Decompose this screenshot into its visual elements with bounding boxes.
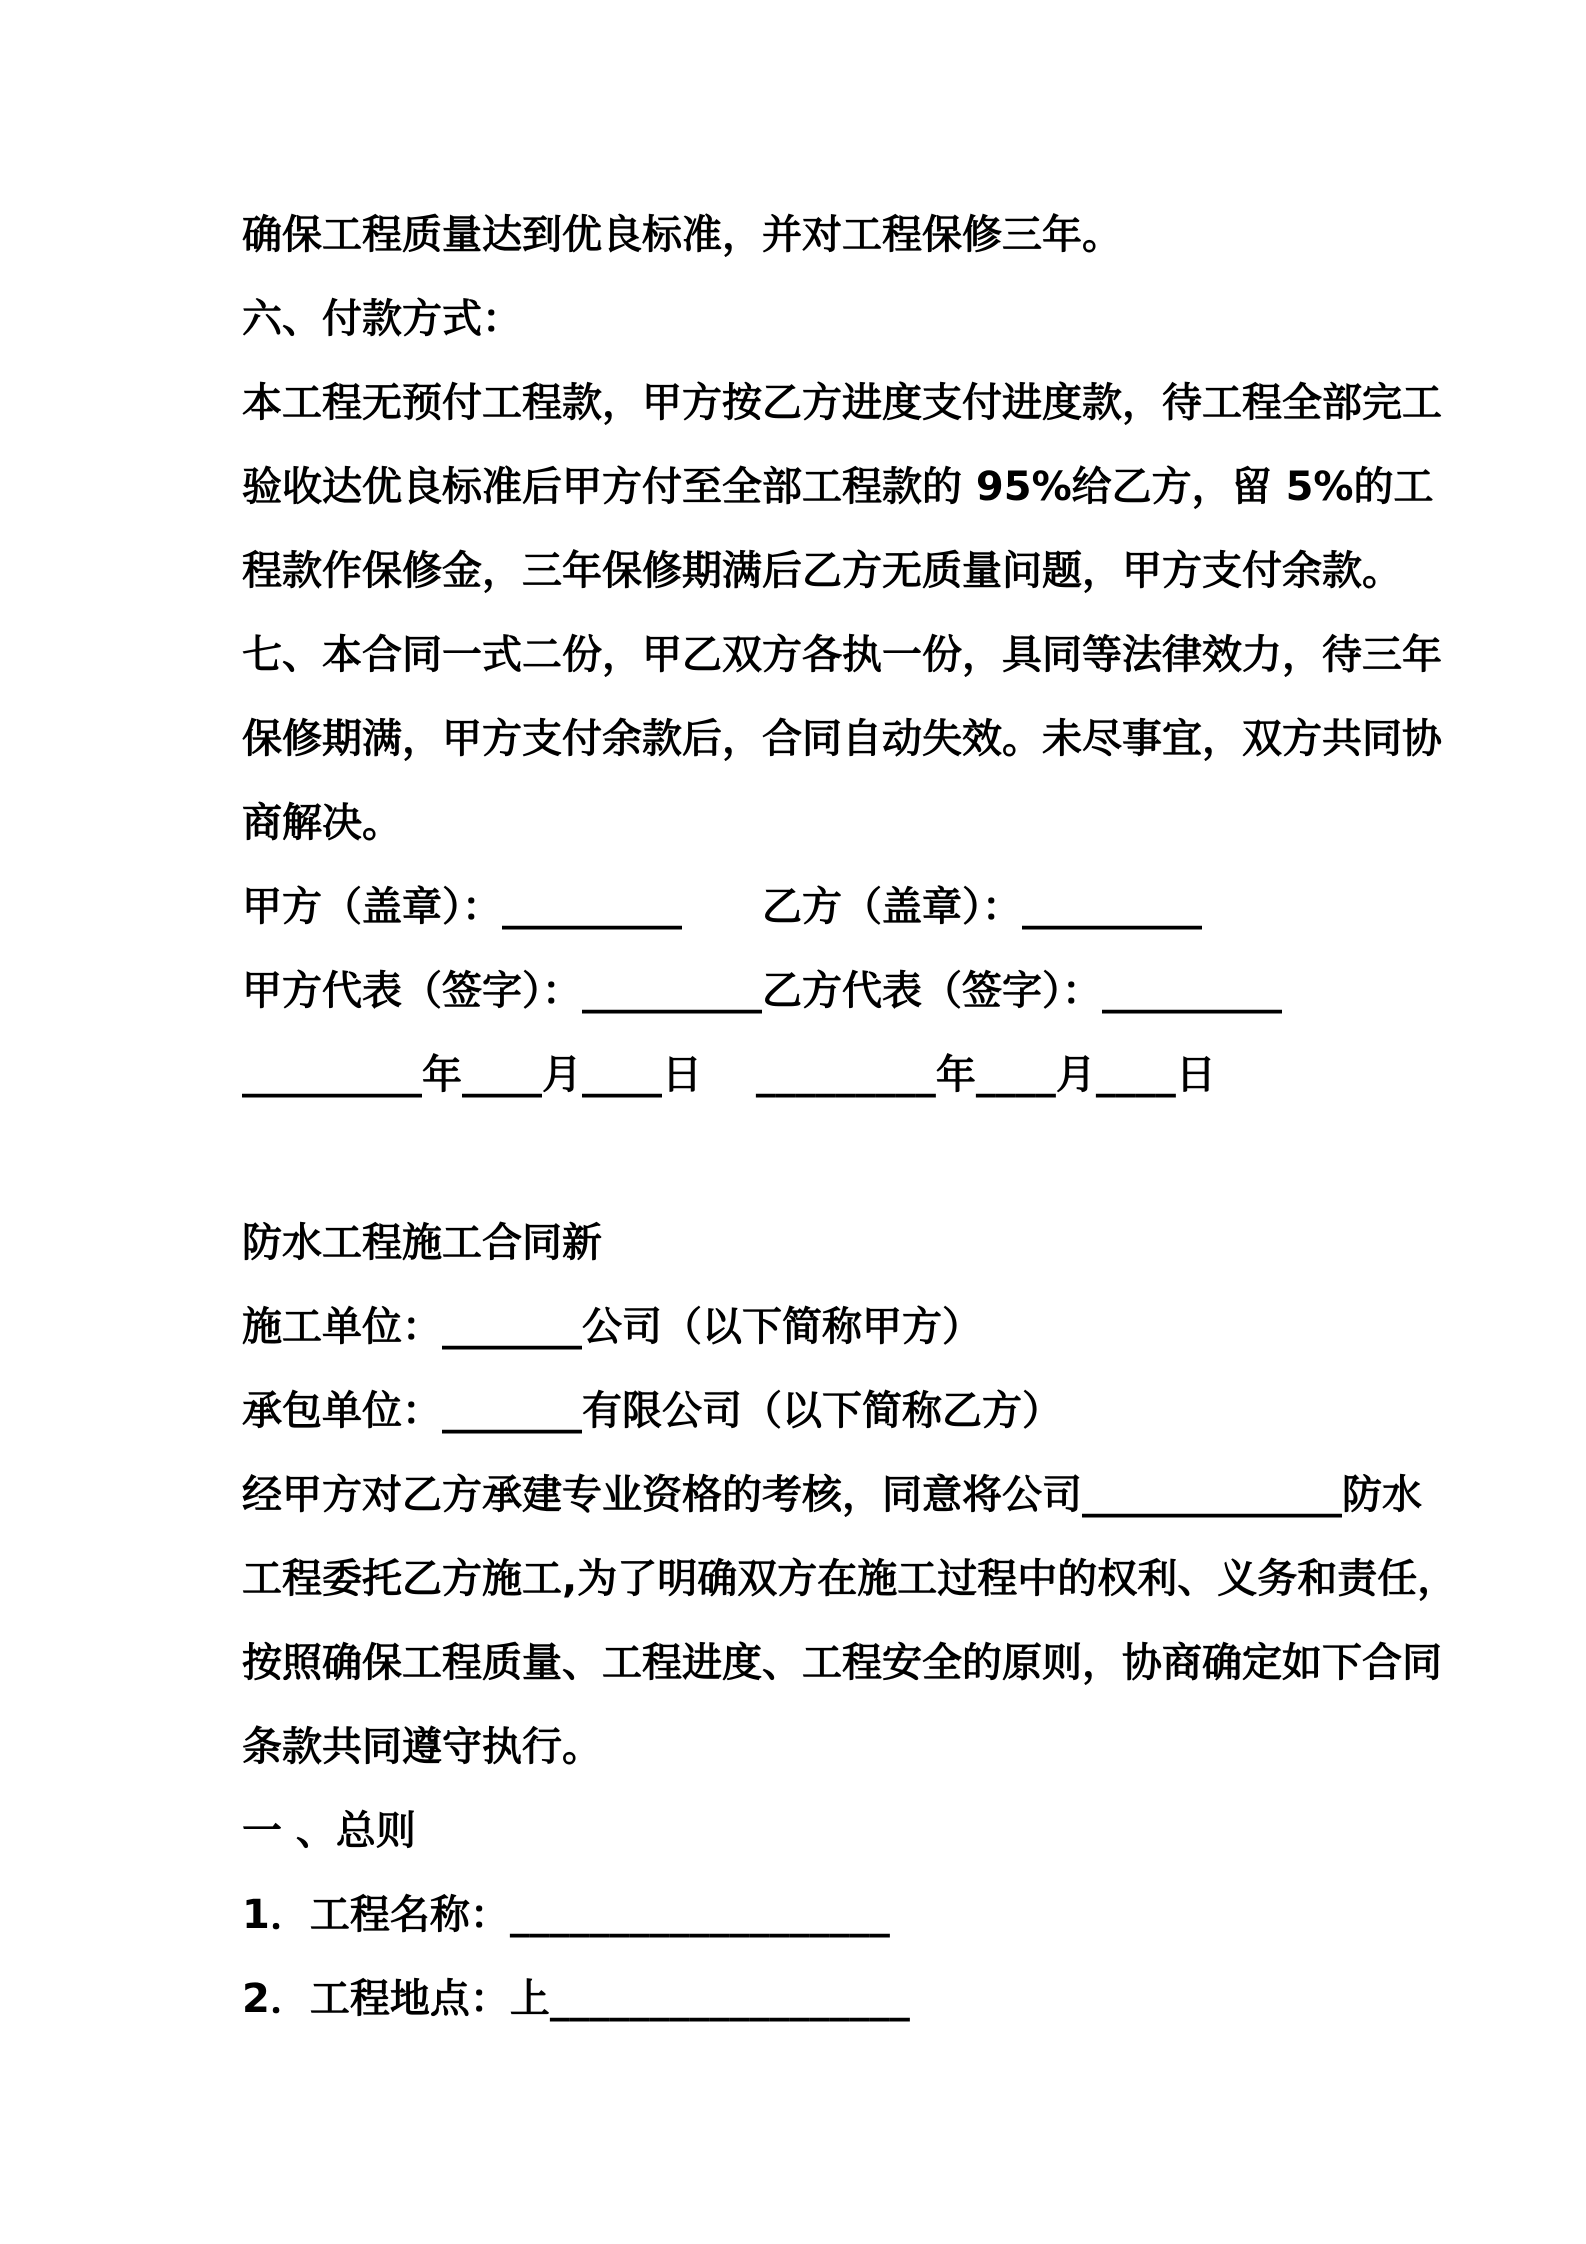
document-title: 防水工程施工合同新 (242, 1220, 602, 1266)
text-line: 保修期满，甲方支付余款后，合同自动失效。未尽事宜，双方共同协 (242, 716, 1442, 762)
text-line: 甲方代表（签字）：_________乙方代表（签字）：_________ (242, 968, 1282, 1014)
text-line: 六、付款方式： (242, 296, 522, 342)
text-line: 经甲方对乙方承建专业资格的考核，同意将公司_____________防水 (242, 1472, 1422, 1518)
text-line: 承包单位：_______有限公司（以下简称乙方） (242, 1388, 1062, 1434)
text-line: _________年____月____日 _________年____月____日 (242, 1052, 1216, 1098)
text-line: 一 、总则 (242, 1808, 416, 1854)
text-line: 工程委托乙方施工,为了明确双方在施工过程中的权利、义务和责任， (242, 1556, 1458, 1602)
text-line: 确保工程质量达到优良标准，并对工程保修三年。 (242, 212, 1122, 258)
text-line: 程款作保修金，三年保修期满后乙方无质量问题，甲方支付余款。 (242, 548, 1402, 594)
text-line: 按照确保工程质量、工程进度、工程安全的原则，协商确定如下合同 (242, 1640, 1442, 1686)
text-line: 2．工程地点：上__________________ (242, 1976, 910, 2022)
text-line: 条款共同遵守执行。 (242, 1724, 602, 1770)
text-line: 七、本合同一式二份，甲乙双方各执一份，具同等法律效力，待三年 (242, 632, 1442, 678)
text-line: 本工程无预付工程款，甲方按乙方进度支付进度款，待工程全部完工 (242, 380, 1442, 426)
document-body (242, 193, 1546, 2041)
text-line: 验收达优良标准后甲方付至全部工程款的 95%给乙方，留 5%的工 (242, 464, 1434, 510)
text-line: 商解决。 (242, 800, 402, 846)
blank-line (242, 1117, 1546, 1201)
text-line: 施工单位：_______公司（以下简称甲方） (242, 1304, 982, 1350)
text-line: 甲方（盖章）：_________ 乙方（盖章）：_________ (242, 884, 1202, 930)
text-line: 1．工程名称：___________________ (242, 1892, 890, 1938)
